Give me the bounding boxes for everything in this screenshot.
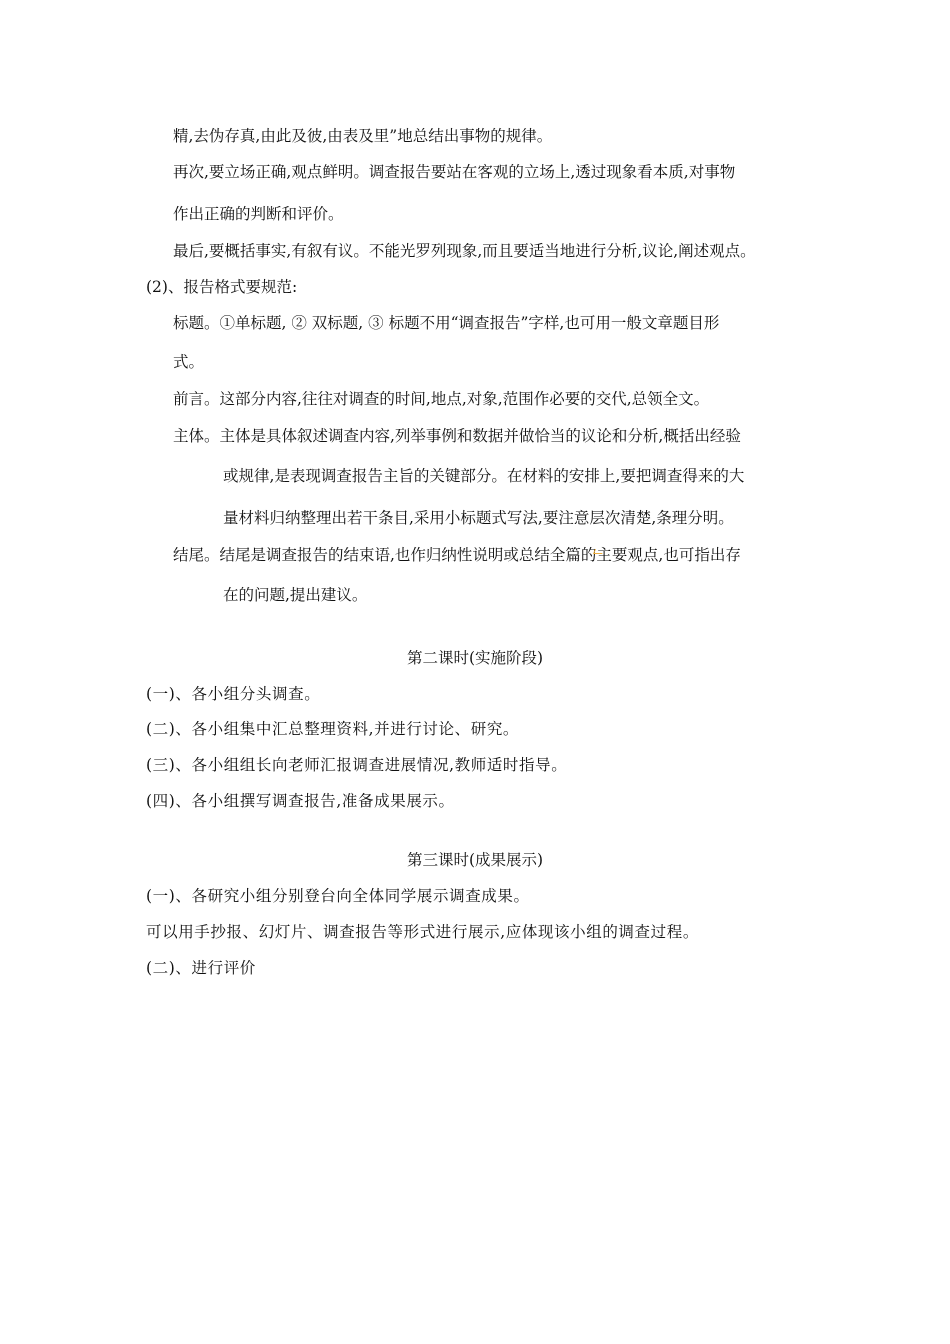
text-line: 精,去伪存真,由此及彼,由表及里”地总结出事物的规律。 xyxy=(173,127,553,145)
text-line: 标题。①单标题, ② 双标题, ③ 标题不用“调查报告”字样,也可用一般文章题目形 xyxy=(173,314,720,332)
text-line: 可以用手抄报、幻灯片、调查报告等形式进行展示,应体现该小组的调查过程。 xyxy=(146,923,699,941)
list-item: (四)、各小组撰写调查报告,准备成果展示。 xyxy=(146,792,455,810)
section-heading: 第二课时(实施阶段) xyxy=(406,649,544,667)
format-heading: (2)、报告格式要规范: xyxy=(146,278,298,296)
text-line: 再次,要立场正确,观点鲜明。调查报告要站在客观的立场上,透过现象看本质,对事物 xyxy=(173,163,736,181)
section-heading: 第三课时(成果展示) xyxy=(406,851,544,869)
text-line: 最后,要概括事实,有叙有议。不能光罗列现象,而且要适当地进行分析,议论,阐述观点。 xyxy=(173,242,756,260)
text-line: 前言。这部分内容,往往对调查的时间,地点,对象,范围作必要的交代,总领全文。 xyxy=(173,390,710,408)
text-line: 作出正确的判断和评价。 xyxy=(173,205,344,223)
list-item: (一)、各小组分头调查。 xyxy=(146,685,321,703)
list-item: (一)、各研究小组分别登台向全体同学展示调查成果。 xyxy=(146,887,530,905)
list-item: (三)、各小组组长向老师汇报调查进展情况,教师适时指导。 xyxy=(146,756,568,774)
text-line: 主体。主体是具体叙述调查内容,列举事例和数据并做恰当的议论和分析,概括出经验 xyxy=(173,427,741,445)
edit-mark xyxy=(593,549,604,554)
text-line: 式。 xyxy=(173,353,205,371)
list-item: (二)、进行评价 xyxy=(146,959,256,977)
text-line: 量材料归纳整理出若干条目,采用小标题式写法,要注意层次清楚,条理分明。 xyxy=(223,509,734,527)
text-line: 或规律,是表现调查报告主旨的关键部分。在材料的安排上,要把调查得来的大 xyxy=(223,467,745,485)
text-line: 在的问题,提出建议。 xyxy=(223,586,368,604)
text-line: 结尾。结尾是调查报告的结束语,也作归纳性说明或总结全篇的主要观点,也可指出存 xyxy=(173,546,741,564)
list-item: (二)、各小组集中汇总整理资料,并进行讨论、研究。 xyxy=(146,720,520,738)
